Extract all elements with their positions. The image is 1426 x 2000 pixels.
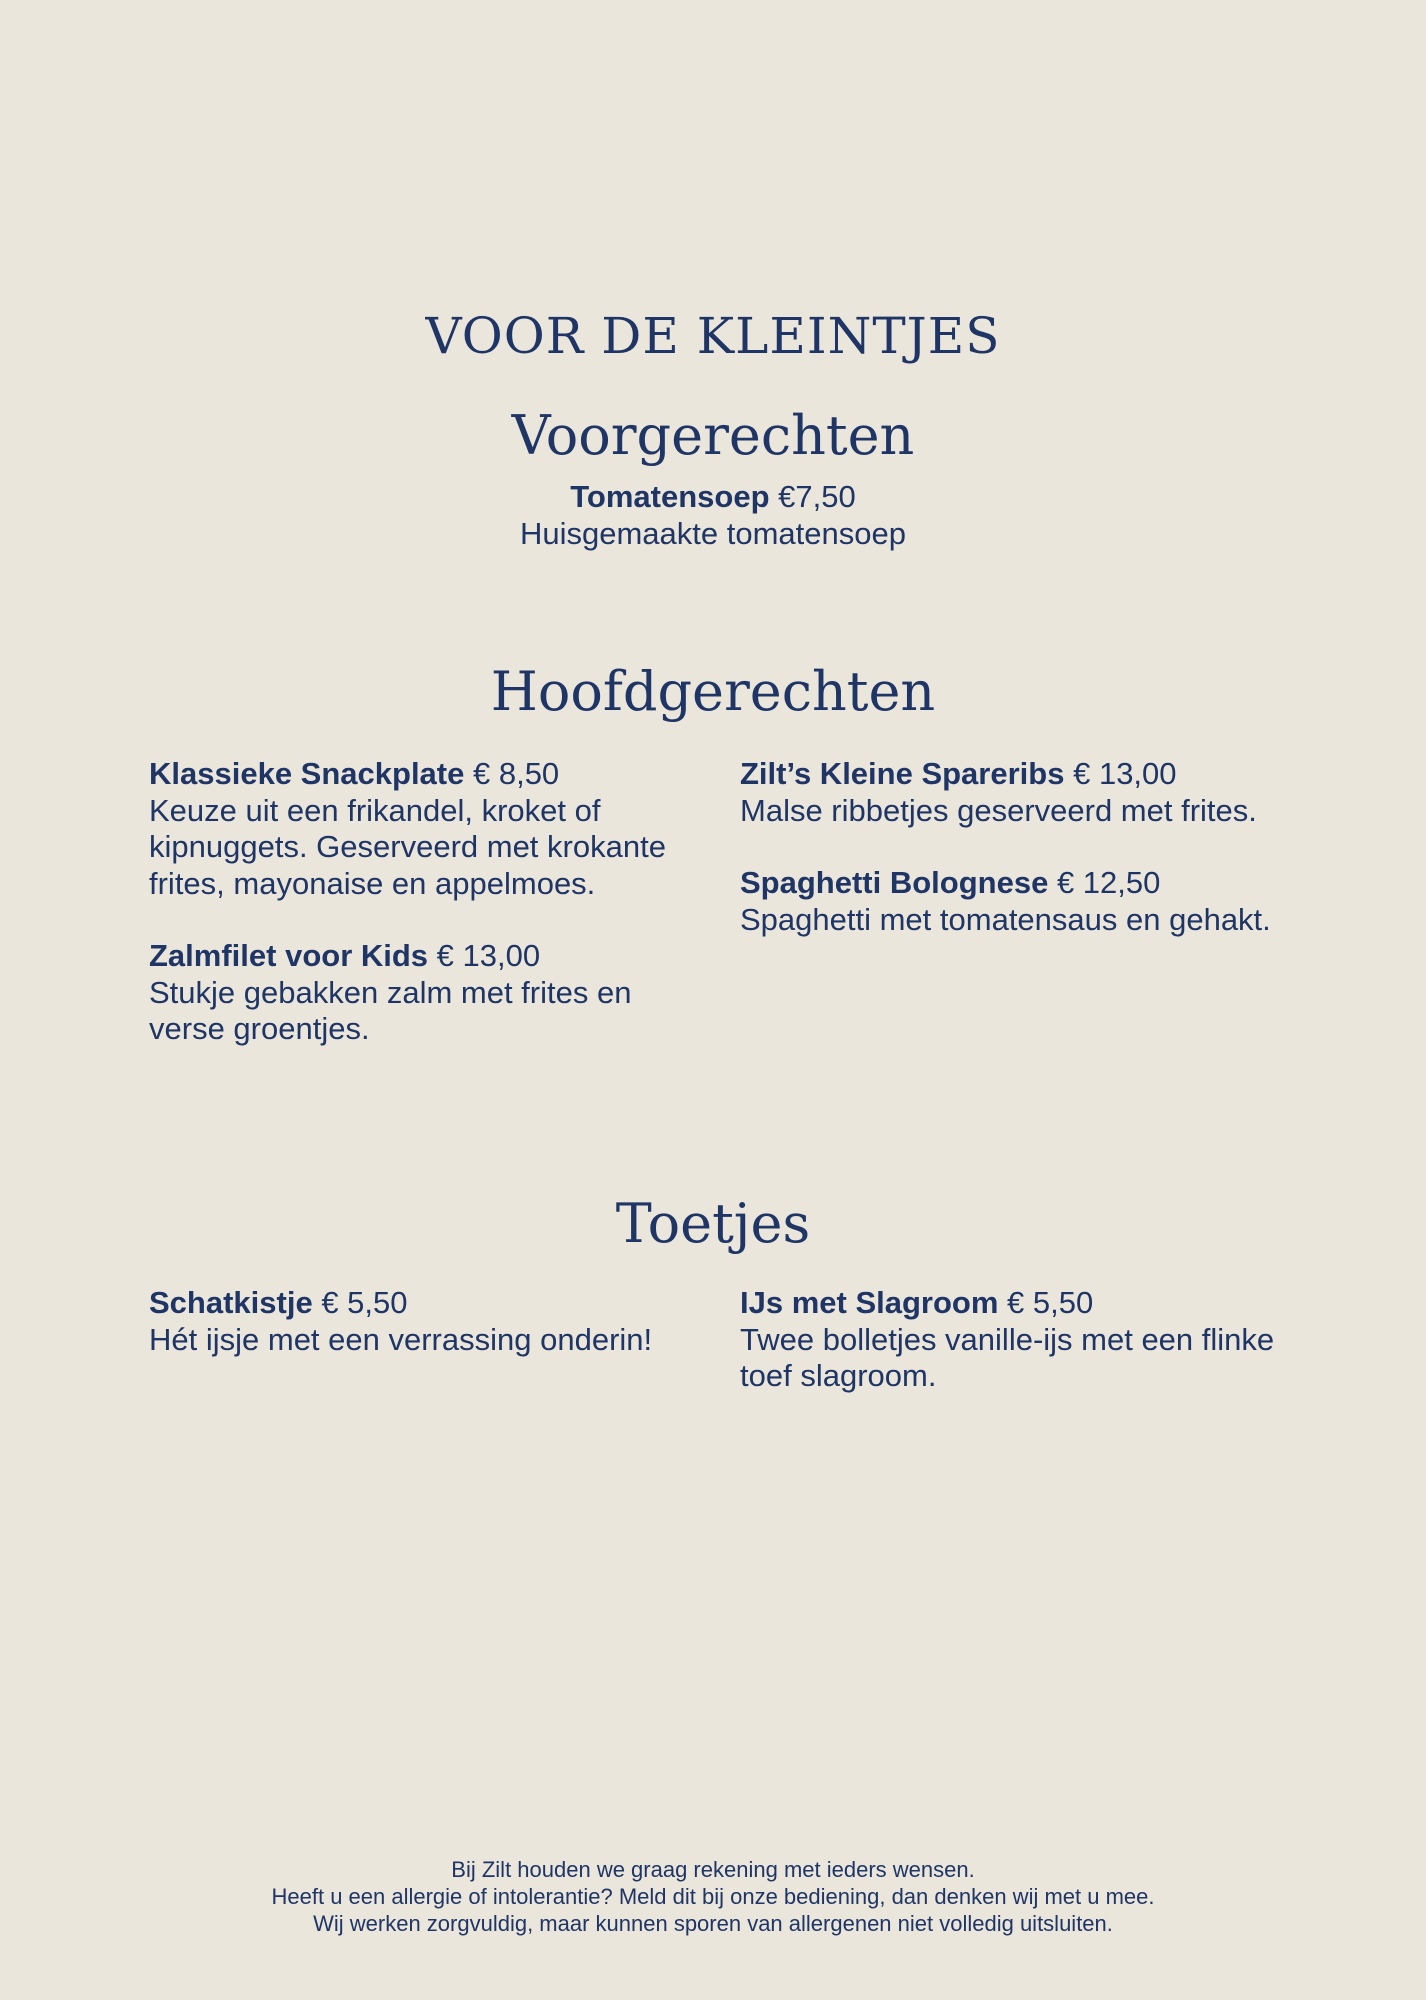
item-description: Spaghetti met tomatensaus en gehakt. [740, 901, 1271, 937]
menu-item-zalmfilet-voor-kids [149, 938, 694, 1048]
hoofdgerechten-right-column [740, 756, 1285, 974]
menu-item-schatkistje [149, 1285, 694, 1358]
item-price: € 5,50 [321, 1285, 408, 1320]
item-name: Tomatensoep [570, 479, 770, 514]
toetjes-left-column [149, 1285, 694, 1394]
item-description: Hét ijsje met een verrassing onderin! [149, 1321, 653, 1357]
allergy-footer [0, 1856, 1426, 1937]
item-price: €7,50 [778, 479, 856, 514]
item-price: € 5,50 [1007, 1285, 1094, 1320]
item-name: Spaghetti Bolognese [740, 865, 1049, 900]
item-description: Twee bolletjes vanille-ijs met een flinke toef slagroom. [740, 1321, 1275, 1393]
footer-line: Bij Zilt houden we graag rekening met ieders wensen. [451, 1857, 975, 1882]
item-name: Schatkistje [149, 1285, 313, 1320]
item-name: Zalmfilet voor Kids [149, 938, 429, 973]
section-title-voorgerechten: Voorgerechten [511, 404, 915, 467]
menu-item-ijs-met-slagroom [740, 1285, 1285, 1395]
menu-item-klassieke-snackplate [149, 756, 694, 902]
toetjes-right-column [740, 1285, 1285, 1431]
item-price: € 8,50 [472, 756, 560, 791]
hoofdgerechten-left-column [149, 756, 694, 1084]
item-name: Klassieke Snackplate [149, 756, 465, 791]
item-price: € 13,00 [1073, 756, 1177, 791]
menu-item-tomatensoep [0, 478, 1426, 552]
item-name: IJs met Slagroom [740, 1285, 999, 1320]
item-price: € 12,50 [1056, 865, 1161, 900]
section-title-hoofdgerechten: Hoofdgerechten [490, 660, 936, 723]
menu-item-spaghetti-bolognese [740, 865, 1285, 938]
item-description: Malse ribbetjes geserveerd met frites. [740, 792, 1257, 828]
item-description: Keuze uit een frikandel, kroket of kipnuggets. Geserveerd met krokante frites, mayonaise en appelmoes. [149, 792, 666, 901]
item-description: Huisgemaakte tomatensoep [519, 516, 906, 551]
menu-item-kleine-spareribs [740, 756, 1285, 829]
page-title: VOOR DE KLEINTJES [425, 307, 1001, 365]
footer-line: Wij werken zorgvuldig, maar kunnen sporen van allergenen niet volledig uitsluiten. [313, 1911, 1113, 1936]
footer-line: Heeft u een allergie of intolerantie? Meld dit bij onze bediening, dan denken wij met u mee. [271, 1884, 1155, 1909]
item-name: Zilt’s Kleine Spareribs [740, 756, 1065, 791]
section-title-toetjes: Toetjes [615, 1192, 811, 1255]
item-description: Stukje gebakken zalm met frites en verse groentjes. [149, 974, 632, 1046]
item-price: € 13,00 [436, 938, 541, 973]
